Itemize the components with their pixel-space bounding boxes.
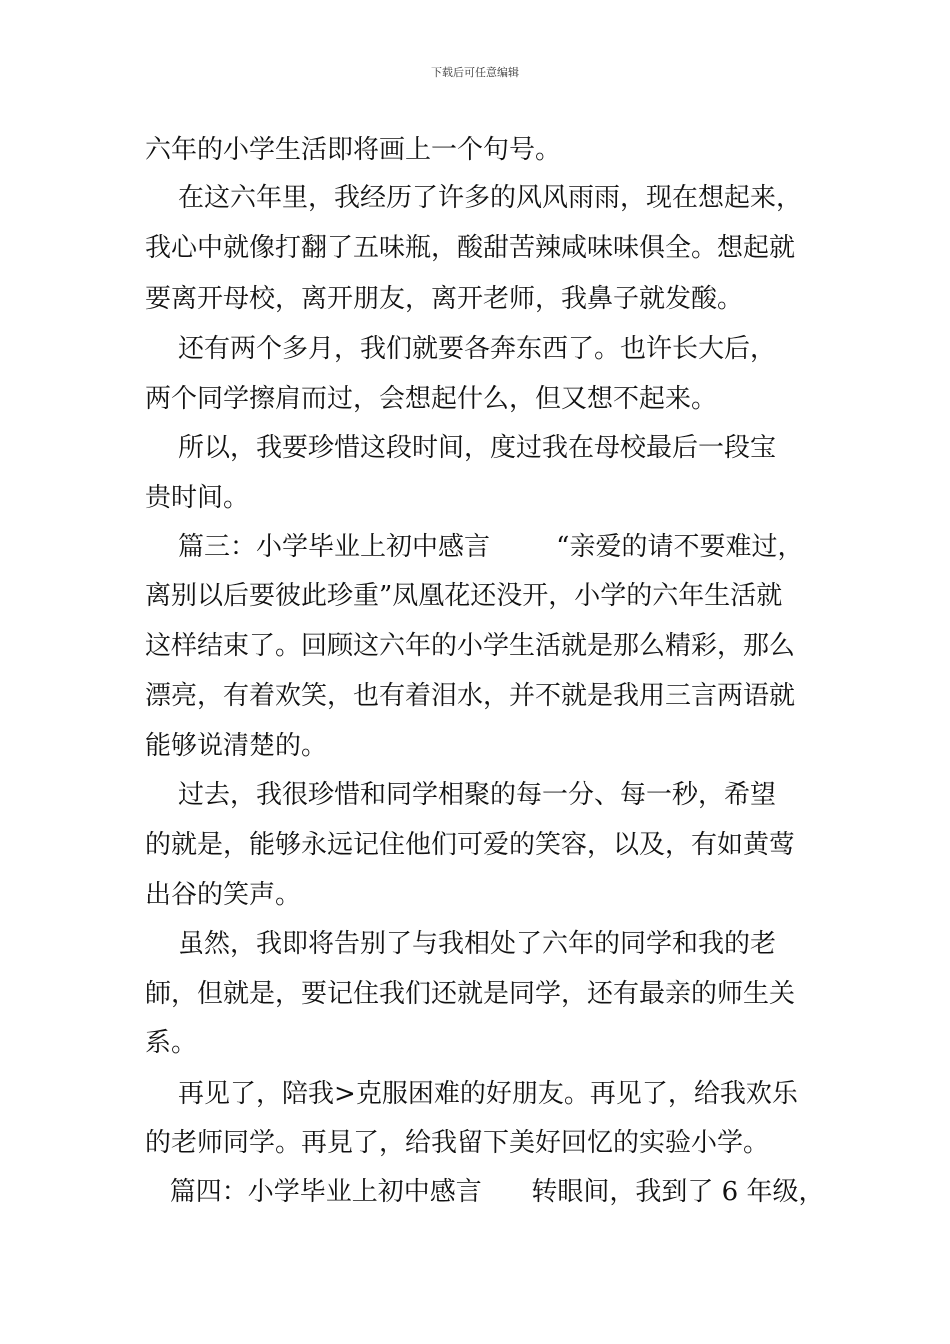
text-line: 系。 (145, 1028, 198, 1058)
text-line: 篇四：小学毕业上初中感言 转眼间，我到了 6 年级， (145, 1177, 825, 1207)
text-line: 离别以后要彼此珍重”凤凰花还没开，小学的六年生活就 (145, 581, 783, 611)
text-line: 两个同学擦肩而过，会想起什么，但又想不起来。 (145, 384, 718, 414)
text-line: 漂亮，有着欢笑，也有着泪水，并不就是我用三言两语就 (145, 681, 796, 711)
text-line: 出谷的笑声。 (145, 880, 302, 910)
text-line: 过去，我很珍惜和同学相聚的每一分、每一秒，希望 (145, 780, 777, 810)
text-line: 虽然，我即将告别了与我相处了六年的同学和我的老 (145, 929, 777, 959)
text-line: 贵时间。 (145, 483, 250, 513)
text-line: 再见了，陪我>克服困难的好朋友。再见了，给我欢乐 (145, 1079, 798, 1109)
text-line: 的就是，能够永远记住他们可爱的笑容，以及，有如黄莺 (145, 830, 796, 860)
text-line: 篇三：小学毕业上初中感言 “亲爱的请不要难过， (145, 532, 804, 562)
text-line: 的老师同学。再見了，给我留下美好回忆的实验小学。 (145, 1128, 770, 1158)
text-line: 要离开母校，离开朋友，离开老师，我鼻子就发酸。 (145, 284, 744, 314)
text-line: 在这六年里，我经历了许多的风风雨雨，现在想起来， (145, 183, 803, 213)
text-line: 还有两个多月，我们就要各奔东西了。也许长大后， (145, 334, 777, 364)
text-line: 師，但就是，要记住我们还就是同学，还有最亲的师生关 (145, 979, 796, 1009)
text-line: 六年的小学生活即将画上一个句号。 (145, 135, 562, 165)
page-header: 下载后可任意编辑 (431, 66, 519, 79)
text-line: 我心中就像打翻了五味瓶，酸甜苦辣咸味味俱全。想起就 (145, 233, 796, 263)
text-line: 这样结束了。回顾这六年的小学生活就是那么精彩，那么 (145, 631, 796, 661)
text-line: 所以，我要珍惜这段时间，度过我在母校最后一段宝 (145, 433, 777, 463)
text-line: 能够说清楚的。 (145, 731, 328, 761)
